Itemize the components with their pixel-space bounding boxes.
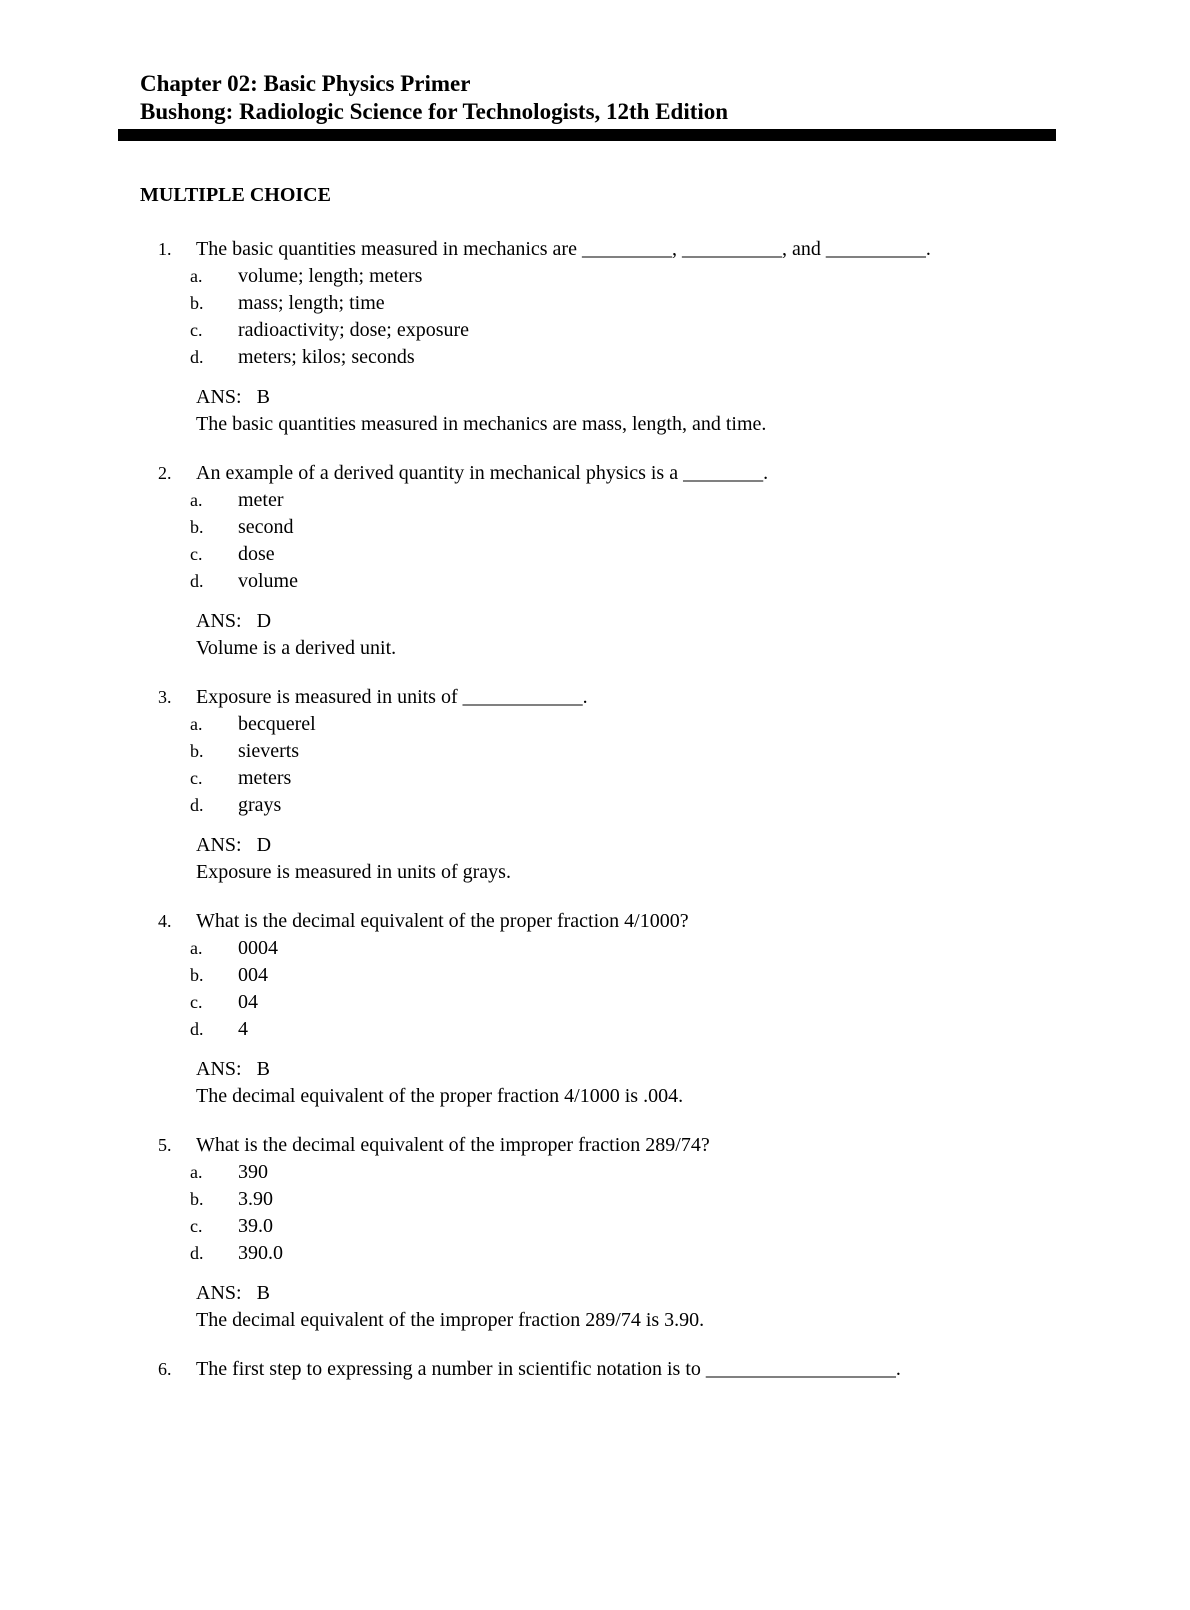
- option-letter: c.: [190, 544, 203, 564]
- header-rule: [118, 129, 1056, 141]
- answer-line: [196, 832, 1190, 859]
- option-letter: d.: [190, 1019, 204, 1039]
- answer-line: [196, 384, 1190, 411]
- question-number: 2.: [158, 463, 172, 483]
- option-text: 39.0: [238, 1215, 273, 1237]
- option-letter: a.: [190, 266, 203, 286]
- question-text: An example of a derived quantity in mechanical physics is a ________.: [196, 462, 769, 484]
- option-text: volume: [238, 570, 298, 592]
- answer-feedback: Volume is a derived unit.: [196, 637, 397, 659]
- option-letter: c.: [190, 1216, 203, 1236]
- option-text: 390.0: [238, 1242, 283, 1264]
- option-text: sieverts: [238, 740, 300, 762]
- answer-line: [196, 1280, 1190, 1307]
- question-line: [0, 1356, 1190, 1383]
- option-letter: c.: [190, 768, 203, 788]
- answer-feedback: The decimal equivalent of the improper fraction 289/74 is 3.90.: [196, 1309, 705, 1331]
- option-text: radioactivity; dose; exposure: [238, 319, 470, 341]
- option-a: [0, 935, 1190, 962]
- option-c: [0, 317, 1190, 344]
- answer-feedback: Exposure is measured in units of grays.: [196, 861, 511, 883]
- option-letter: b.: [190, 293, 204, 313]
- option-text: becquerel: [238, 713, 316, 735]
- question-block-1: [0, 236, 1190, 438]
- question-block-3: [0, 684, 1190, 886]
- option-letter: b.: [190, 1189, 204, 1209]
- section-title: MULTIPLE CHOICE: [140, 184, 331, 206]
- option-letter: d.: [190, 571, 204, 591]
- answer-value: D: [256, 834, 272, 856]
- option-c: [0, 989, 1190, 1016]
- option-text: volume; length; meters: [238, 265, 423, 287]
- option-text: mass; length; time: [238, 292, 385, 314]
- document-header: [140, 70, 1190, 126]
- question-text: The first step to expressing a number in scientific notation is to ___________________.: [196, 1358, 901, 1380]
- option-c: [0, 541, 1190, 568]
- question-number: 3.: [158, 687, 172, 707]
- question-number: 4.: [158, 911, 172, 931]
- answer-label: ANS:: [196, 834, 242, 856]
- question-block-6: [0, 1356, 1190, 1383]
- option-b: [0, 514, 1190, 541]
- option-letter: d.: [190, 1243, 204, 1263]
- option-d: [0, 1240, 1190, 1267]
- option-letter: d.: [190, 795, 204, 815]
- option-text: 3.90: [238, 1188, 273, 1210]
- option-letter: a.: [190, 714, 203, 734]
- question-line: [0, 1132, 1190, 1159]
- option-b: [0, 738, 1190, 765]
- question-text: What is the decimal equivalent of the proper fraction 4/1000?: [196, 910, 689, 932]
- option-text: 390: [238, 1161, 268, 1183]
- option-d: [0, 792, 1190, 819]
- option-text: 004: [238, 964, 268, 986]
- question-number: 6.: [158, 1359, 172, 1379]
- question-list: [0, 236, 1190, 1383]
- question-line: [0, 236, 1190, 263]
- answer-value: B: [256, 1282, 270, 1304]
- option-b: [0, 1186, 1190, 1213]
- option-letter: b.: [190, 517, 204, 537]
- option-text: meter: [238, 489, 284, 511]
- option-text: meters: [238, 767, 292, 789]
- option-d: [0, 1016, 1190, 1043]
- option-letter: d.: [190, 347, 204, 367]
- answer-value: D: [256, 610, 272, 632]
- option-letter: a.: [190, 490, 203, 510]
- question-number: 1.: [158, 239, 172, 259]
- option-c: [0, 765, 1190, 792]
- question-text: The basic quantities measured in mechanics are _________, __________, and __________.: [196, 238, 931, 260]
- option-letter: c.: [190, 992, 203, 1012]
- book-title: Bushong: Radiologic Science for Technologists, 12th Edition: [140, 99, 729, 124]
- option-text: meters; kilos; seconds: [238, 346, 415, 368]
- option-text: 0004: [238, 937, 278, 959]
- question-block-4: [0, 908, 1190, 1110]
- answer-line: [196, 608, 1190, 635]
- option-text: dose: [238, 543, 275, 565]
- question-block-5: [0, 1132, 1190, 1334]
- option-letter: a.: [190, 1162, 203, 1182]
- question-number: 5.: [158, 1135, 172, 1155]
- answer-line: [196, 1056, 1190, 1083]
- question-text: Exposure is measured in units of ____________.: [196, 686, 588, 708]
- answer-label: ANS:: [196, 386, 242, 408]
- option-a: [0, 1159, 1190, 1186]
- option-letter: b.: [190, 741, 204, 761]
- option-a: [0, 263, 1190, 290]
- option-a: [0, 711, 1190, 738]
- answer-label: ANS:: [196, 610, 242, 632]
- option-text: 4: [238, 1018, 248, 1040]
- question-text: What is the decimal equivalent of the improper fraction 289/74?: [196, 1134, 710, 1156]
- answer-feedback: The basic quantities measured in mechanics are mass, length, and time.: [196, 413, 767, 435]
- answer-label: ANS:: [196, 1282, 242, 1304]
- option-a: [0, 487, 1190, 514]
- option-text: 04: [238, 991, 258, 1013]
- option-b: [0, 290, 1190, 317]
- option-text: second: [238, 516, 294, 538]
- answer-feedback: The decimal equivalent of the proper fraction 4/1000 is .004.: [196, 1085, 684, 1107]
- option-d: [0, 568, 1190, 595]
- question-line: [0, 908, 1190, 935]
- option-d: [0, 344, 1190, 371]
- answer-value: B: [256, 1058, 270, 1080]
- option-letter: c.: [190, 320, 203, 340]
- chapter-title: Chapter 02: Basic Physics Primer: [140, 71, 471, 96]
- question-line: [0, 460, 1190, 487]
- document-page: [0, 70, 1190, 1610]
- option-letter: b.: [190, 965, 204, 985]
- option-b: [0, 962, 1190, 989]
- option-c: [0, 1213, 1190, 1240]
- answer-value: B: [256, 386, 270, 408]
- question-line: [0, 684, 1190, 711]
- question-block-2: [0, 460, 1190, 662]
- answer-label: ANS:: [196, 1058, 242, 1080]
- option-letter: a.: [190, 938, 203, 958]
- option-text: grays: [238, 794, 282, 816]
